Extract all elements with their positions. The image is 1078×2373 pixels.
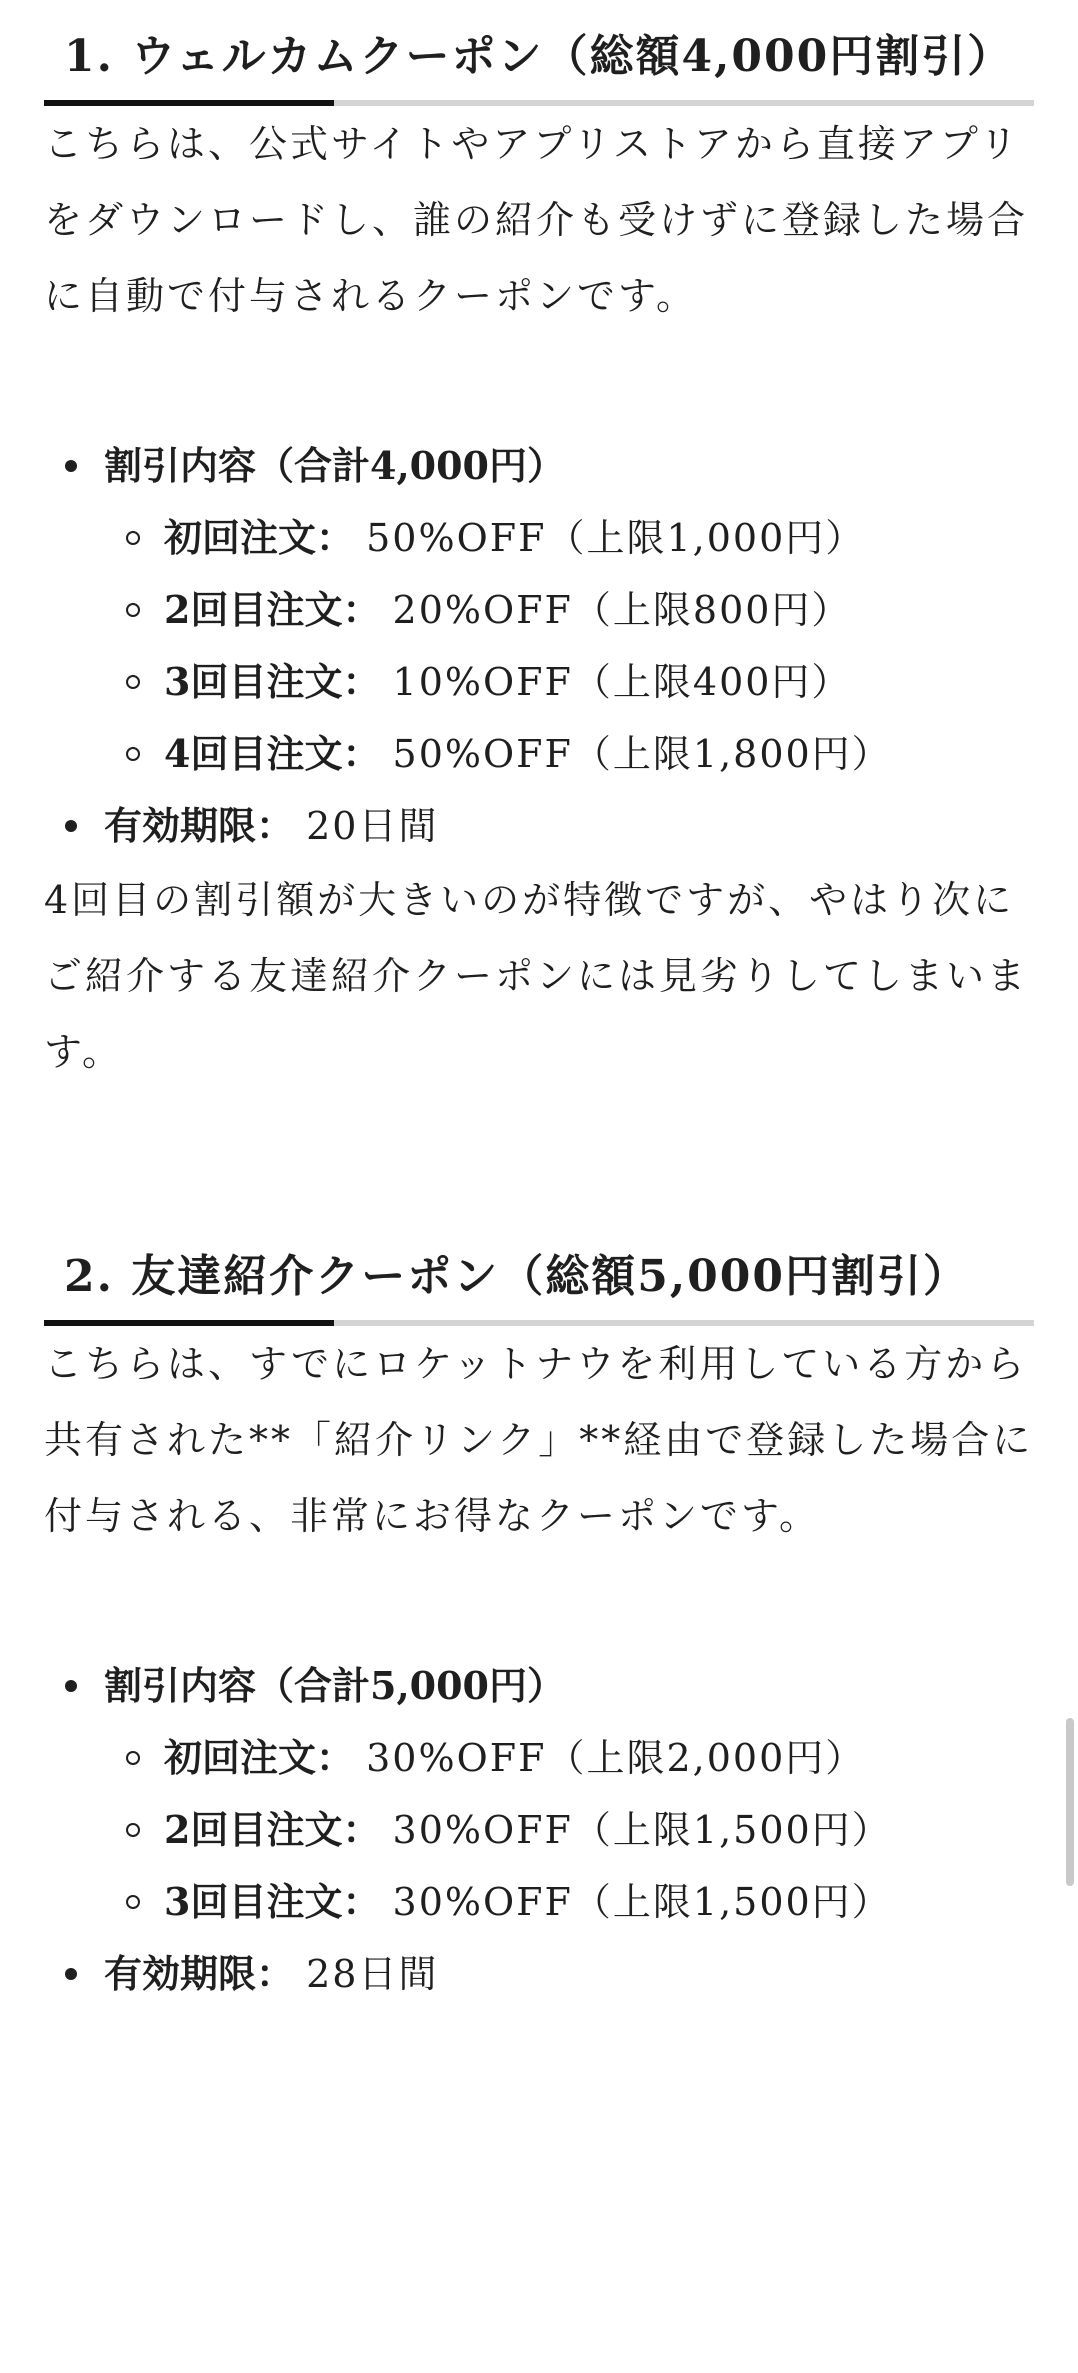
bullet-icon — [65, 1968, 77, 1980]
order-value: 50%OFF（上限1,800円） — [392, 732, 892, 776]
referral-coupon-intro: こちらは、すでにロケットナウを利用している方から共有された**「紹介リンク」**経由で登録した場合に付与される、非常にお得なクーポンです。 — [44, 1342, 1034, 1538]
list-item — [44, 1650, 1034, 1938]
order-label: 初回注文： — [164, 515, 355, 560]
list-item — [104, 574, 1034, 646]
validity-label: 有効期限： — [104, 803, 295, 848]
order-value: 10%OFF（上限400円） — [392, 660, 852, 704]
welcome-coupon-details — [44, 430, 1034, 862]
list-item — [44, 1938, 1034, 2010]
order-label: 初回注文： — [164, 1735, 355, 1780]
bullet-icon — [65, 1680, 77, 1692]
circle-bullet-icon — [126, 1823, 140, 1837]
validity-value: 28日間 — [306, 1952, 439, 1996]
list-item — [104, 718, 1034, 790]
validity-label: 有効期限： — [104, 1951, 295, 1996]
order-label: 2回目注文： — [164, 587, 381, 632]
discount-sublist — [104, 1722, 1034, 1938]
article-content — [44, 0, 1034, 2010]
order-value: 30%OFF（上限2,000円） — [366, 1736, 866, 1780]
order-value: 30%OFF（上限1,500円） — [392, 1880, 892, 1924]
referral-coupon-details — [44, 1650, 1034, 2010]
discount-label: 割引内容（合計4,000円） — [104, 443, 565, 488]
circle-bullet-icon — [126, 1751, 140, 1765]
circle-bullet-icon — [126, 675, 140, 689]
order-value: 20%OFF（上限800円） — [392, 588, 852, 632]
scrollbar-thumb[interactable] — [1066, 1718, 1074, 1886]
order-label: 2回目注文： — [164, 1807, 381, 1852]
list-item — [104, 646, 1034, 718]
bullet-icon — [65, 820, 77, 832]
list-item — [44, 790, 1034, 862]
welcome-coupon-intro: こちらは、公式サイトやアプリストアから直接アプリをダウンロードし、誰の紹介も受けずに登録した場合に自動で付与されるクーポンです。 — [44, 122, 1029, 318]
circle-bullet-icon — [126, 1895, 140, 1909]
list-item — [104, 1722, 1034, 1794]
circle-bullet-icon — [126, 747, 140, 761]
bullet-icon — [65, 460, 77, 472]
list-item — [104, 502, 1034, 574]
validity-value: 20日間 — [306, 804, 439, 848]
section-heading-welcome-coupon: 1. ウェルカムクーポン（総額4,000円割引） — [44, 0, 1034, 106]
section-heading-referral-coupon: 2. 友達紹介クーポン（総額5,000円割引） — [44, 1220, 1034, 1326]
order-label: 3回目注文： — [164, 1879, 381, 1924]
welcome-coupon-note: 4回目の割引額が大きいのが特徴ですが、やはり次にご紹介する友達紹介クーポンには見劣りしてしまいます。 — [44, 878, 1029, 1074]
order-label: 3回目注文： — [164, 659, 381, 704]
list-item — [104, 1794, 1034, 1866]
order-value: 50%OFF（上限1,000円） — [366, 516, 866, 560]
circle-bullet-icon — [126, 603, 140, 617]
list-item — [104, 1866, 1034, 1938]
discount-label: 割引内容（合計5,000円） — [104, 1663, 565, 1708]
list-item — [44, 430, 1034, 790]
circle-bullet-icon — [126, 531, 140, 545]
discount-sublist — [104, 502, 1034, 790]
order-label: 4回目注文： — [164, 731, 381, 776]
order-value: 30%OFF（上限1,500円） — [392, 1808, 892, 1852]
